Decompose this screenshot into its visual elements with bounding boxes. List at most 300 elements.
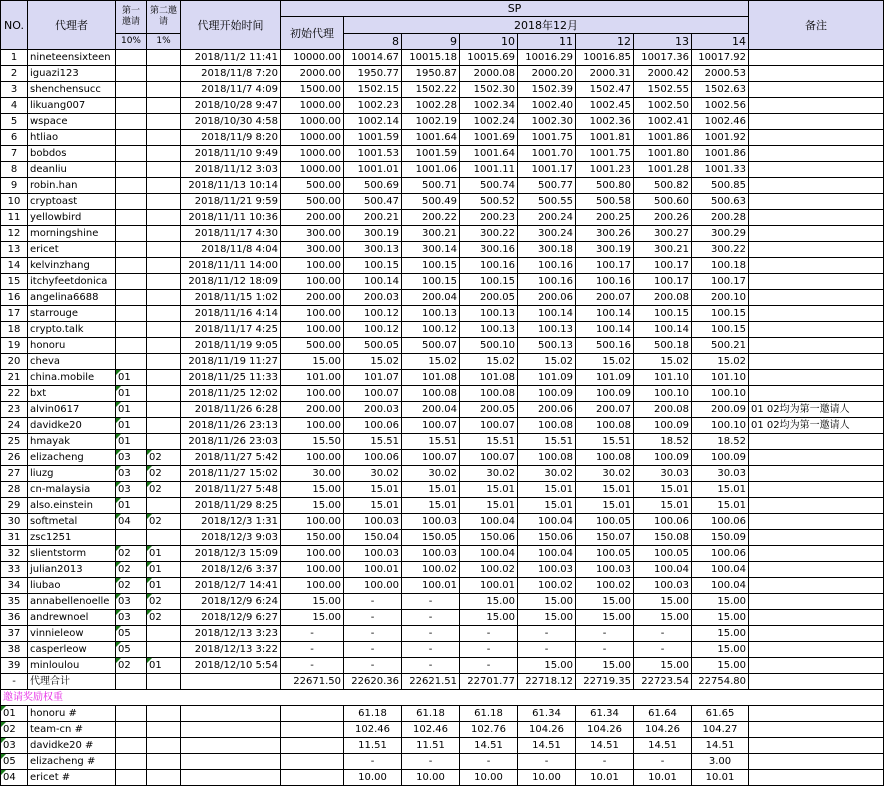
daily-value: 30.02 bbox=[460, 466, 518, 482]
second-inviter: 01 bbox=[147, 562, 181, 578]
daily-value: 18.52 bbox=[692, 434, 749, 450]
first-inviter: 01 bbox=[116, 402, 147, 418]
reward-value: - bbox=[344, 754, 402, 770]
first-inviter: 04 bbox=[116, 514, 147, 530]
daily-value: 100.02 bbox=[576, 578, 634, 594]
daily-value: 100.04 bbox=[692, 562, 749, 578]
start-time: 2018/11/16 4:14 bbox=[181, 306, 281, 322]
table-row bbox=[1, 546, 884, 562]
daily-value: 15.01 bbox=[402, 482, 460, 498]
start-time: 2018/12/7 14:41 bbox=[181, 578, 281, 594]
row-no: 20 bbox=[1, 354, 28, 370]
total-value: 22620.36 bbox=[344, 674, 402, 690]
empty-cell bbox=[281, 770, 344, 786]
second-inviter: 02 bbox=[147, 466, 181, 482]
remark bbox=[749, 322, 884, 338]
daily-value: 100.08 bbox=[460, 386, 518, 402]
second-inviter bbox=[147, 434, 181, 450]
start-time: 2018/11/12 18:09 bbox=[181, 274, 281, 290]
agent-name: slientstorm bbox=[28, 546, 116, 562]
daily-value: 100.13 bbox=[402, 306, 460, 322]
daily-value: 100.17 bbox=[634, 258, 692, 274]
daily-value: 100.10 bbox=[692, 386, 749, 402]
daily-value: 200.07 bbox=[576, 290, 634, 306]
empty-cell bbox=[281, 738, 344, 754]
row-no: 34 bbox=[1, 578, 28, 594]
reward-value: 61.64 bbox=[634, 706, 692, 722]
reward-value: - bbox=[518, 754, 576, 770]
start-time: 2018/11/26 23:03 bbox=[181, 434, 281, 450]
remark bbox=[749, 226, 884, 242]
first-inviter bbox=[116, 50, 147, 66]
first-inviter bbox=[116, 226, 147, 242]
start-time: 2018/12/13 3:23 bbox=[181, 626, 281, 642]
agent-name: shenchensucc bbox=[28, 82, 116, 98]
start-time: 2018/12/10 5:54 bbox=[181, 658, 281, 674]
total-value: 22621.51 bbox=[402, 674, 460, 690]
daily-value: 100.08 bbox=[576, 450, 634, 466]
total-value: 22754.80 bbox=[692, 674, 749, 690]
daily-value: 1002.19 bbox=[402, 114, 460, 130]
initial-value: - bbox=[281, 642, 344, 658]
agent-name: also.einstein bbox=[28, 498, 116, 514]
daily-value: 500.58 bbox=[576, 194, 634, 210]
initial-value: 100.00 bbox=[281, 386, 344, 402]
daily-value: 1502.47 bbox=[576, 82, 634, 98]
initial-value: 200.00 bbox=[281, 402, 344, 418]
daily-value: 100.04 bbox=[634, 562, 692, 578]
daily-value: 15.00 bbox=[460, 594, 518, 610]
daily-value: 200.04 bbox=[402, 290, 460, 306]
daily-value: 10017.36 bbox=[634, 50, 692, 66]
daily-value: 500.16 bbox=[576, 338, 634, 354]
row-no: 38 bbox=[1, 642, 28, 658]
reward-value: 61.18 bbox=[460, 706, 518, 722]
initial-value: 1000.00 bbox=[281, 130, 344, 146]
second-inviter bbox=[147, 50, 181, 66]
daily-value: 15.00 bbox=[692, 610, 749, 626]
empty-cell bbox=[147, 738, 181, 754]
agent-name: kelvinzhang bbox=[28, 258, 116, 274]
empty-cell bbox=[749, 706, 884, 722]
table-row bbox=[1, 514, 884, 530]
daily-value: 500.60 bbox=[634, 194, 692, 210]
daily-value: 1001.23 bbox=[576, 162, 634, 178]
daily-value: 100.09 bbox=[518, 386, 576, 402]
remark bbox=[749, 98, 884, 114]
header-day: 9 bbox=[402, 34, 460, 50]
daily-value: 100.04 bbox=[692, 578, 749, 594]
daily-value: 300.21 bbox=[402, 226, 460, 242]
agent-name: annabellenoelle bbox=[28, 594, 116, 610]
table-row bbox=[1, 498, 884, 514]
daily-value: 1002.41 bbox=[634, 114, 692, 130]
header-day: 13 bbox=[634, 34, 692, 50]
row-no: 10 bbox=[1, 194, 28, 210]
initial-value: 15.00 bbox=[281, 498, 344, 514]
reward-value: 3.00 bbox=[692, 754, 749, 770]
daily-value: 100.05 bbox=[576, 514, 634, 530]
reward-value: 102.46 bbox=[344, 722, 402, 738]
daily-value: 100.13 bbox=[518, 322, 576, 338]
daily-value: 500.18 bbox=[634, 338, 692, 354]
agent-name: china.mobile bbox=[28, 370, 116, 386]
daily-value: 1502.63 bbox=[692, 82, 749, 98]
daily-value: 150.06 bbox=[460, 530, 518, 546]
daily-value: 100.08 bbox=[576, 418, 634, 434]
daily-value: 100.04 bbox=[518, 514, 576, 530]
start-time: 2018/12/3 15:09 bbox=[181, 546, 281, 562]
remark bbox=[749, 578, 884, 594]
agent-name: bobdos bbox=[28, 146, 116, 162]
initial-value: 200.00 bbox=[281, 290, 344, 306]
table-row bbox=[1, 82, 884, 98]
daily-value: - bbox=[576, 626, 634, 642]
second-inviter bbox=[147, 370, 181, 386]
first-inviter: 03 bbox=[116, 482, 147, 498]
agent-name: cryptoast bbox=[28, 194, 116, 210]
second-inviter bbox=[147, 210, 181, 226]
daily-value: 100.06 bbox=[634, 514, 692, 530]
second-inviter bbox=[147, 498, 181, 514]
daily-value: 15.00 bbox=[576, 610, 634, 626]
empty-cell bbox=[281, 722, 344, 738]
daily-value: 100.04 bbox=[460, 546, 518, 562]
agent-name: liuzg bbox=[28, 466, 116, 482]
table-row bbox=[1, 354, 884, 370]
first-inviter: 01 bbox=[116, 418, 147, 434]
second-inviter bbox=[147, 306, 181, 322]
remark bbox=[749, 194, 884, 210]
daily-value: 15.00 bbox=[634, 658, 692, 674]
daily-value: 200.04 bbox=[402, 402, 460, 418]
second-inviter bbox=[147, 178, 181, 194]
total-value: 22718.12 bbox=[518, 674, 576, 690]
table-row bbox=[1, 162, 884, 178]
row-no: 8 bbox=[1, 162, 28, 178]
daily-value: 1001.75 bbox=[518, 130, 576, 146]
second-inviter bbox=[147, 114, 181, 130]
start-time: 2018/11/13 10:14 bbox=[181, 178, 281, 194]
first-inviter bbox=[116, 98, 147, 114]
table-row bbox=[1, 130, 884, 146]
initial-value: 1500.00 bbox=[281, 82, 344, 98]
daily-value: 100.10 bbox=[634, 386, 692, 402]
initial-value: 150.00 bbox=[281, 530, 344, 546]
reward-section-title: 邀请奖励权重 bbox=[1, 690, 884, 706]
first-inviter bbox=[116, 194, 147, 210]
agent-name: softmetal bbox=[28, 514, 116, 530]
empty-cell bbox=[181, 674, 281, 690]
daily-value: 15.00 bbox=[460, 610, 518, 626]
agent-name: morningshine bbox=[28, 226, 116, 242]
table-row bbox=[1, 466, 884, 482]
daily-value: 15.02 bbox=[692, 354, 749, 370]
table-row bbox=[1, 434, 884, 450]
initial-value: 500.00 bbox=[281, 338, 344, 354]
daily-value: 10016.85 bbox=[576, 50, 634, 66]
start-time: 2018/11/17 4:25 bbox=[181, 322, 281, 338]
daily-value: 1001.70 bbox=[518, 146, 576, 162]
initial-value: 15.00 bbox=[281, 482, 344, 498]
row-no: 28 bbox=[1, 482, 28, 498]
daily-value: 30.02 bbox=[402, 466, 460, 482]
daily-value: 100.15 bbox=[344, 258, 402, 274]
table-row bbox=[1, 322, 884, 338]
total-initial: 22671.50 bbox=[281, 674, 344, 690]
row-no: 37 bbox=[1, 626, 28, 642]
start-time: 2018/11/11 14:00 bbox=[181, 258, 281, 274]
row-no: 16 bbox=[1, 290, 28, 306]
daily-value: 100.05 bbox=[576, 546, 634, 562]
start-time: 2018/11/8 4:04 bbox=[181, 242, 281, 258]
start-time: 2018/12/3 1:31 bbox=[181, 514, 281, 530]
initial-value: 15.50 bbox=[281, 434, 344, 450]
reward-value: 104.26 bbox=[634, 722, 692, 738]
initial-value: 1000.00 bbox=[281, 146, 344, 162]
second-inviter bbox=[147, 530, 181, 546]
daily-value: - bbox=[402, 610, 460, 626]
daily-value: 1001.75 bbox=[576, 146, 634, 162]
table-row bbox=[1, 194, 884, 210]
initial-value: 100.00 bbox=[281, 418, 344, 434]
initial-value: 100.00 bbox=[281, 258, 344, 274]
row-no: 14 bbox=[1, 258, 28, 274]
daily-value: 100.06 bbox=[344, 450, 402, 466]
start-time: 2018/11/26 6:28 bbox=[181, 402, 281, 418]
daily-value: 500.52 bbox=[460, 194, 518, 210]
agent-name: casperleow bbox=[28, 642, 116, 658]
table-row bbox=[1, 386, 884, 402]
reward-row bbox=[1, 738, 884, 754]
daily-value: 200.08 bbox=[634, 402, 692, 418]
table-row bbox=[1, 642, 884, 658]
reward-value: 104.26 bbox=[576, 722, 634, 738]
daily-value: 500.10 bbox=[460, 338, 518, 354]
daily-value: 1001.33 bbox=[692, 162, 749, 178]
daily-value: 1002.14 bbox=[344, 114, 402, 130]
start-time: 2018/11/21 9:59 bbox=[181, 194, 281, 210]
daily-value: 100.03 bbox=[344, 546, 402, 562]
initial-value: 1000.00 bbox=[281, 98, 344, 114]
daily-value: 15.01 bbox=[576, 482, 634, 498]
daily-value: - bbox=[402, 626, 460, 642]
daily-value: 1950.77 bbox=[344, 66, 402, 82]
daily-value: 500.07 bbox=[402, 338, 460, 354]
initial-value: 1000.00 bbox=[281, 114, 344, 130]
remark: 01 02均为第一邀请人 bbox=[749, 402, 884, 418]
daily-value: 100.13 bbox=[460, 322, 518, 338]
start-time: 2018/12/9 6:27 bbox=[181, 610, 281, 626]
daily-value: 100.18 bbox=[692, 258, 749, 274]
agent-name: htliao bbox=[28, 130, 116, 146]
start-time: 2018/11/8 7:20 bbox=[181, 66, 281, 82]
second-inviter: 01 bbox=[147, 546, 181, 562]
empty-cell bbox=[749, 754, 884, 770]
table-row bbox=[1, 626, 884, 642]
remark bbox=[749, 242, 884, 258]
daily-value: 200.25 bbox=[576, 210, 634, 226]
daily-value: 15.02 bbox=[402, 354, 460, 370]
daily-value: - bbox=[634, 642, 692, 658]
start-time: 2018/11/27 5:48 bbox=[181, 482, 281, 498]
table-row bbox=[1, 530, 884, 546]
reward-value: 61.34 bbox=[576, 706, 634, 722]
agent-name: yellowbird bbox=[28, 210, 116, 226]
initial-value: 15.00 bbox=[281, 594, 344, 610]
daily-value: 101.10 bbox=[692, 370, 749, 386]
daily-value: 500.47 bbox=[344, 194, 402, 210]
remark bbox=[749, 130, 884, 146]
daily-value: 200.03 bbox=[344, 402, 402, 418]
agent-name: hmayak bbox=[28, 434, 116, 450]
daily-value: 200.06 bbox=[518, 290, 576, 306]
table-row bbox=[1, 370, 884, 386]
first-inviter: 03 bbox=[116, 466, 147, 482]
reward-value: 61.18 bbox=[402, 706, 460, 722]
remark bbox=[749, 482, 884, 498]
row-no: 33 bbox=[1, 562, 28, 578]
daily-value: 1502.55 bbox=[634, 82, 692, 98]
reward-name: elizacheng # bbox=[28, 754, 116, 770]
reward-value: - bbox=[576, 754, 634, 770]
initial-value: 100.00 bbox=[281, 274, 344, 290]
first-inviter bbox=[116, 210, 147, 226]
daily-value: 100.00 bbox=[344, 578, 402, 594]
daily-value: 200.23 bbox=[460, 210, 518, 226]
daily-value: 100.07 bbox=[460, 450, 518, 466]
agent-name: minloulou bbox=[28, 658, 116, 674]
initial-value: - bbox=[281, 658, 344, 674]
daily-value: 500.05 bbox=[344, 338, 402, 354]
daily-value: - bbox=[576, 642, 634, 658]
daily-value: 100.06 bbox=[344, 418, 402, 434]
table-row bbox=[1, 482, 884, 498]
second-inviter bbox=[147, 146, 181, 162]
row-no: 6 bbox=[1, 130, 28, 146]
second-inviter bbox=[147, 338, 181, 354]
row-no: 29 bbox=[1, 498, 28, 514]
row-no: 1 bbox=[1, 50, 28, 66]
second-inviter bbox=[147, 322, 181, 338]
daily-value: 300.24 bbox=[518, 226, 576, 242]
row-no: 4 bbox=[1, 98, 28, 114]
daily-value: 18.52 bbox=[634, 434, 692, 450]
second-inviter bbox=[147, 402, 181, 418]
daily-value: 101.10 bbox=[634, 370, 692, 386]
table-row bbox=[1, 338, 884, 354]
reward-value: 10.01 bbox=[576, 770, 634, 786]
first-inviter bbox=[116, 530, 147, 546]
daily-value: - bbox=[460, 642, 518, 658]
daily-value: - bbox=[344, 642, 402, 658]
first-inviter bbox=[116, 114, 147, 130]
reward-value: 104.26 bbox=[518, 722, 576, 738]
first-inviter bbox=[116, 290, 147, 306]
start-time: 2018/11/7 4:09 bbox=[181, 82, 281, 98]
second-inviter bbox=[147, 274, 181, 290]
header-month: 2018年12月 bbox=[344, 17, 749, 34]
start-time: 2018/12/13 3:22 bbox=[181, 642, 281, 658]
daily-value: 15.01 bbox=[344, 482, 402, 498]
remark bbox=[749, 546, 884, 562]
table-row bbox=[1, 242, 884, 258]
second-inviter bbox=[147, 626, 181, 642]
reward-row bbox=[1, 754, 884, 770]
daily-value: 30.02 bbox=[344, 466, 402, 482]
daily-value: 100.14 bbox=[344, 274, 402, 290]
empty-cell bbox=[116, 706, 147, 722]
daily-value: 150.04 bbox=[344, 530, 402, 546]
reward-value: 10.01 bbox=[634, 770, 692, 786]
daily-value: 300.13 bbox=[344, 242, 402, 258]
first-inviter bbox=[116, 162, 147, 178]
table-row bbox=[1, 98, 884, 114]
first-inviter: 01 bbox=[116, 434, 147, 450]
daily-value: 30.02 bbox=[576, 466, 634, 482]
first-inviter: 03 bbox=[116, 610, 147, 626]
daily-value: 15.00 bbox=[576, 658, 634, 674]
remark bbox=[749, 642, 884, 658]
daily-value: 150.05 bbox=[402, 530, 460, 546]
daily-value: 300.26 bbox=[576, 226, 634, 242]
table-row bbox=[1, 306, 884, 322]
daily-value: 1002.46 bbox=[692, 114, 749, 130]
daily-value: 300.19 bbox=[576, 242, 634, 258]
start-time: 2018/11/11 10:36 bbox=[181, 210, 281, 226]
daily-value: 100.12 bbox=[344, 322, 402, 338]
agent-name: zsc1251 bbox=[28, 530, 116, 546]
remark bbox=[749, 626, 884, 642]
start-time: 2018/12/9 6:24 bbox=[181, 594, 281, 610]
daily-value: 100.01 bbox=[344, 562, 402, 578]
daily-value: 100.09 bbox=[692, 450, 749, 466]
agent-name: cheva bbox=[28, 354, 116, 370]
daily-value: 1002.23 bbox=[344, 98, 402, 114]
daily-value: 100.06 bbox=[692, 514, 749, 530]
start-time: 2018/11/12 3:03 bbox=[181, 162, 281, 178]
initial-value: 100.00 bbox=[281, 562, 344, 578]
agent-name: likuang007 bbox=[28, 98, 116, 114]
daily-value: 1001.80 bbox=[634, 146, 692, 162]
reward-no: 02 bbox=[1, 722, 28, 738]
daily-value: - bbox=[402, 642, 460, 658]
reward-value: 61.65 bbox=[692, 706, 749, 722]
first-inviter bbox=[116, 146, 147, 162]
start-time: 2018/10/28 9:47 bbox=[181, 98, 281, 114]
remark bbox=[749, 562, 884, 578]
row-no: 2 bbox=[1, 66, 28, 82]
initial-value: 10000.00 bbox=[281, 50, 344, 66]
row-no: 30 bbox=[1, 514, 28, 530]
daily-value: 1002.40 bbox=[518, 98, 576, 114]
daily-value: 15.02 bbox=[518, 354, 576, 370]
reward-row bbox=[1, 722, 884, 738]
empty-cell bbox=[749, 722, 884, 738]
daily-value: 100.03 bbox=[634, 578, 692, 594]
initial-value: 500.00 bbox=[281, 178, 344, 194]
reward-row bbox=[1, 706, 884, 722]
first-inviter bbox=[116, 274, 147, 290]
row-no: 18 bbox=[1, 322, 28, 338]
daily-value: 15.01 bbox=[344, 498, 402, 514]
daily-value: - bbox=[460, 626, 518, 642]
daily-value: 101.09 bbox=[576, 370, 634, 386]
second-inviter bbox=[147, 354, 181, 370]
reward-name: davidke20 # bbox=[28, 738, 116, 754]
daily-value: 15.00 bbox=[692, 594, 749, 610]
daily-value: 500.71 bbox=[402, 178, 460, 194]
